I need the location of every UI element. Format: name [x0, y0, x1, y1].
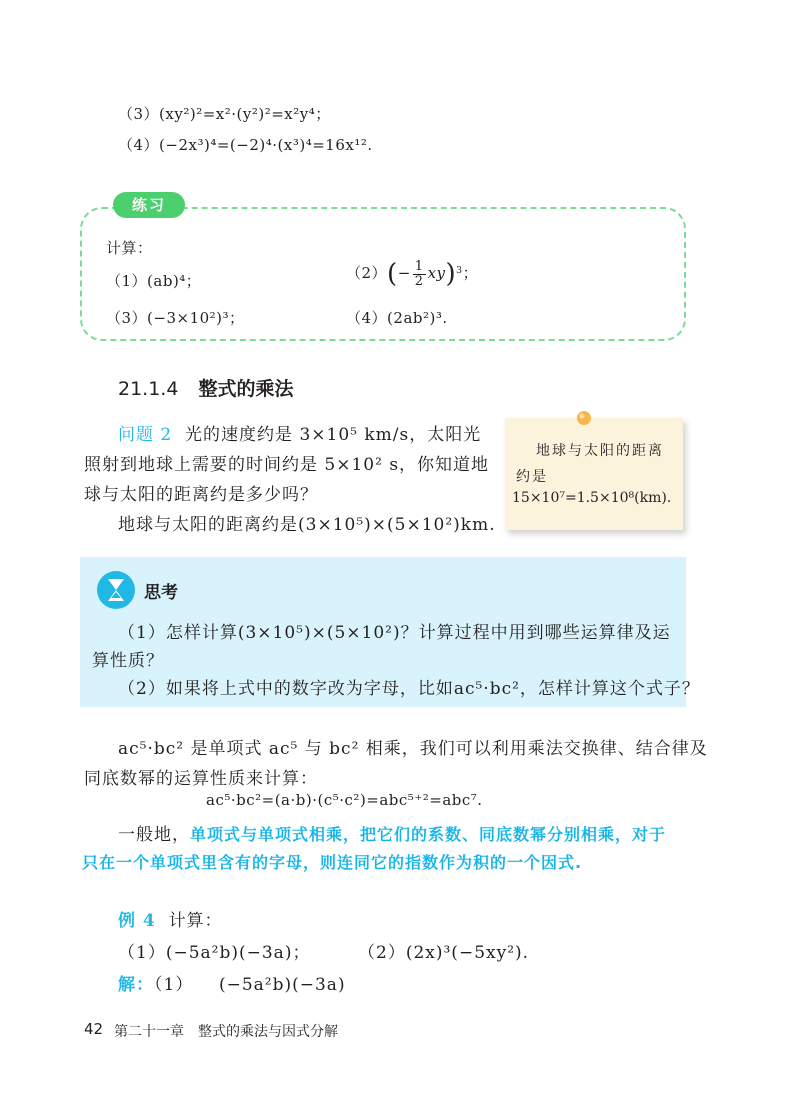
practice-q3 [106, 307, 245, 328]
rule-bold-1: 单项式与单项式相乘，把它们的系数、同底数幂分别相乘，对于 [190, 825, 667, 844]
question-label: （1） [118, 943, 166, 963]
think-q2: （2）如果将上式中的数字改为字母，比如ac⁵·bc²，怎样计算这个式子？ [118, 679, 700, 699]
think-title: 思考 [144, 583, 178, 603]
section-number: 21.1.4 [118, 378, 179, 400]
problem-label: 问题 2 [118, 425, 173, 445]
left-paren: ( [387, 259, 398, 289]
section-title: 整式的乘法 [198, 378, 294, 400]
chapter-title: 第二十一章 整式的乘法与因式分解 [114, 1024, 338, 1040]
question-label: （3） [106, 309, 148, 327]
solution-expr: (−5a²b)(−3a) [218, 975, 346, 995]
page-number: 42 [84, 1020, 104, 1038]
note-line-3: 15×10⁷=1.5×10⁸(km). [512, 490, 672, 506]
solution-line-1 [118, 970, 346, 995]
pushpin-icon [574, 409, 594, 429]
punct: ； [462, 264, 479, 282]
hourglass-icon [96, 570, 136, 610]
solution-label: 解： [118, 975, 154, 995]
body-para-1-line-1: ac⁵·bc² 是单项式 ac⁵ 与 bc² 相乘，我们可以利用乘法交换律、结合律及 [118, 739, 708, 759]
fraction-variable: xy [427, 264, 446, 282]
fraction [413, 260, 426, 289]
rule-lead: 一般地， [118, 825, 190, 845]
example-q2 [358, 938, 529, 963]
body-formula: ac⁵·bc²=(a·b)·(c⁵·c²)=abc⁵⁺²=abc⁷. [206, 791, 483, 809]
question-expr: (2x)³(−5xy²). [405, 943, 530, 963]
problem-line-4: 地球与太阳的距离约是(3×10⁵)×(5×10²)km. [118, 515, 496, 535]
example-heading [118, 906, 223, 931]
practice-q2: （2）(− $\frac{1}{2}$ xy)$^3$； [346, 258, 479, 289]
example-intro: 计算： [168, 911, 223, 931]
example-q1 [118, 938, 310, 963]
problem-line-2: 照射到地球上需要的时间约是 5×10² s，你知道地 [84, 455, 490, 475]
problem-line-3: 球与太阳的距离约是多少吗？ [84, 485, 318, 505]
exponent: 3 [456, 264, 463, 276]
math-expression: (−2x³)⁴=(−2)⁴·(x³)⁴=16x¹². [159, 136, 373, 154]
practice-q4 [346, 307, 448, 328]
section-heading [118, 374, 293, 401]
question-expr: (2ab²)³. [387, 309, 448, 327]
line-label: （4） [118, 136, 160, 154]
question-label: （2） [358, 943, 406, 963]
think-q1-line-2: 算性质？ [92, 651, 164, 671]
math-expression: (xy²)²=x²·(y²)²=x²y⁴； [159, 105, 331, 123]
practice-q1 [106, 270, 201, 291]
example-label: 例 4 [118, 911, 156, 931]
think-q1-line-1: （1）怎样计算(3×10⁵)×(5×10²)？计算过程中用到哪些运算律及运 [118, 623, 671, 643]
example-line-4 [118, 134, 373, 155]
question-label: （2） [346, 264, 388, 282]
question-expr: (−3×10²)³； [147, 309, 245, 327]
question-expr: (ab)⁴； [147, 272, 202, 290]
line-label: （3） [118, 105, 160, 123]
practice-tag: 练习 [113, 192, 185, 218]
solution-step-label: （1） [154, 975, 194, 995]
note-line-1: 地球与太阳的距离 [536, 443, 664, 459]
practice-intro: 计算： [106, 239, 153, 257]
question-label: （1） [106, 272, 148, 290]
question-label: （4） [346, 309, 388, 327]
body-para-2-line-1 [118, 820, 666, 845]
fraction-numerator: 1 [414, 258, 424, 274]
fraction-denominator: 2 [414, 273, 424, 289]
question-expr: (−5a²b)(−3a)； [165, 943, 311, 963]
example-line-3 [118, 103, 331, 124]
rule-bold-2: 只在一个单项式里含有的字母，则连同它的指数作为积的一个因式. [82, 853, 583, 872]
problem-text: 光的速度约是 3×10⁵ km/s，太阳光 [185, 425, 482, 445]
note-line-2: 约是 [516, 469, 548, 485]
right-paren: ) [445, 259, 457, 289]
problem-line-1 [118, 420, 481, 445]
body-para-1-line-2: 同底数幂的运算性质来计算： [84, 769, 318, 789]
